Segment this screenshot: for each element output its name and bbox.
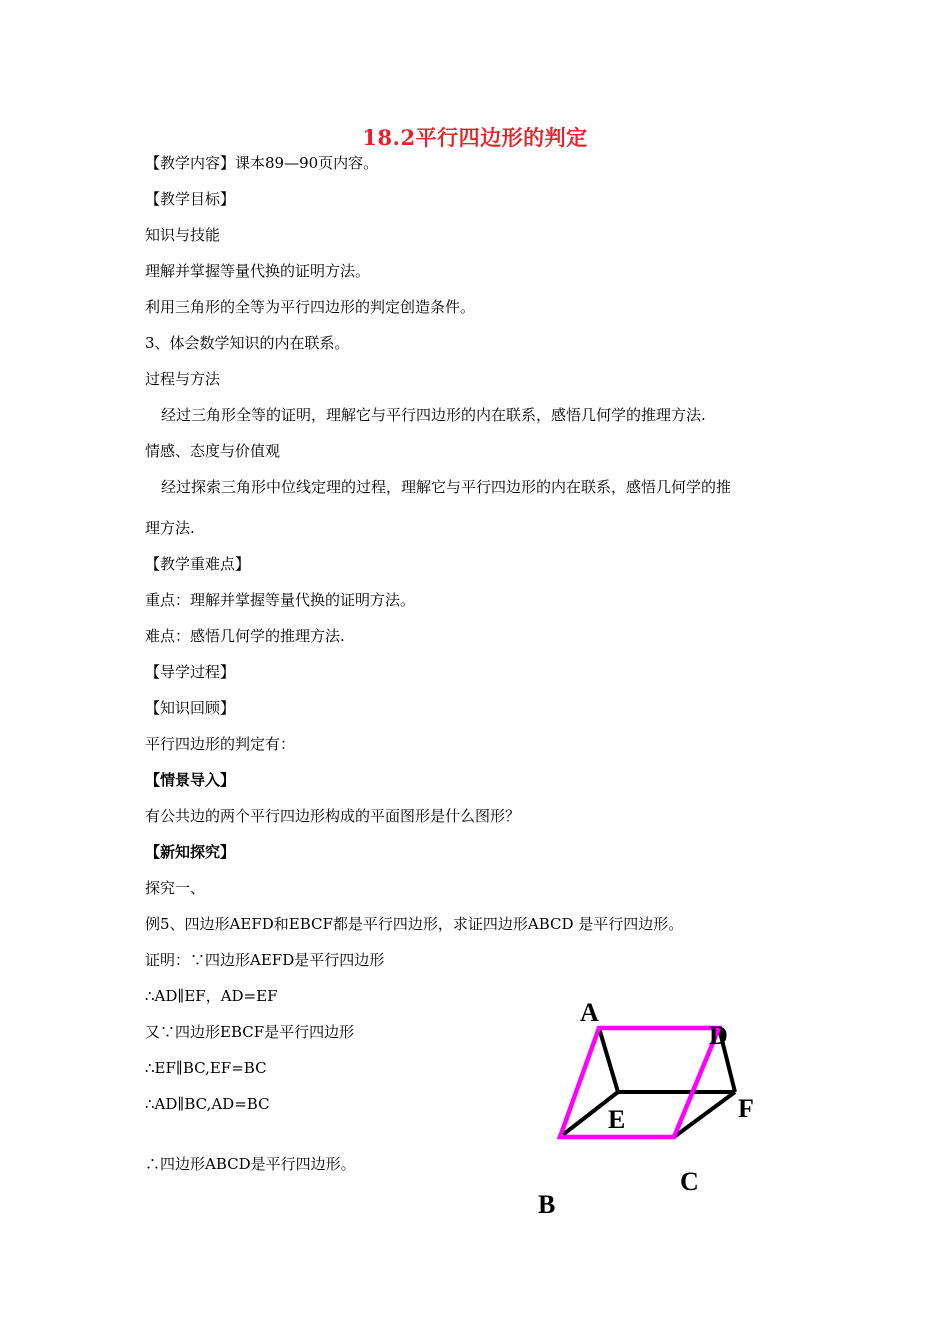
label-d: D <box>709 1021 728 1050</box>
label-f: F <box>738 1094 754 1123</box>
scenario-question: 有公共边的两个平行四边形构成的平面图形是什么图形？ <box>145 807 521 825</box>
proof-step-4: ∴EF∥BC,EF=BC <box>145 1059 267 1077</box>
subheading-attitude: 情感、态度与价值观 <box>145 442 281 460</box>
objective-1: 理解并掌握等量代换的证明方法。 <box>145 262 371 280</box>
heading-scenario: 【情景导入】 <box>145 771 236 789</box>
proof-conclusion: ∴四边形ABCD是平行四边形。 <box>145 1155 356 1173</box>
subheading-knowledge: 知识与技能 <box>145 226 221 244</box>
objective-3: 3、体会数学知识的内在联系。 <box>145 334 350 352</box>
attitude-text-1: 经过探索三角形中位线定理的过程，理解它与平行四边形的内在联系，感悟几何学的推 <box>161 478 732 496</box>
proof-step-5: ∴AD∥BC,AD=BC <box>145 1095 270 1113</box>
heading-objectives: 【教学目标】 <box>145 190 236 208</box>
parallelogram-figure <box>530 990 790 1220</box>
process-text: 经过三角形全等的证明，理解它与平行四边形的内在联系，感悟几何学的推理方法. <box>161 406 706 424</box>
heading-guided-process: 【导学过程】 <box>145 663 236 681</box>
difficult-point: 难点：感悟几何学的推理方法. <box>145 627 345 645</box>
key-point: 重点：理解并掌握等量代换的证明方法。 <box>145 591 416 609</box>
teaching-content: 【教学内容】课本89—90页内容。 <box>145 154 379 172</box>
objective-2: 利用三角形的全等为平行四边形的判定创造条件。 <box>145 298 476 316</box>
segment-ae <box>599 1028 618 1092</box>
label-b: B <box>538 1190 556 1219</box>
proof-step-2: ∴AD∥EF，AD=EF <box>145 987 278 1005</box>
proof-step-1: 证明：∵四边形AEFD是平行四边形 <box>145 951 385 969</box>
label-c: C <box>680 1167 699 1196</box>
review-text: 平行四边形的判定有： <box>145 735 296 753</box>
proof-step-3: 又∵四边形EBCF是平行四边形 <box>145 1023 355 1041</box>
heading-key-points: 【教学重难点】 <box>145 555 251 573</box>
heading-review: 【知识回顾】 <box>145 699 236 717</box>
subheading-process: 过程与方法 <box>145 370 221 388</box>
page-title: 18.2平行四边形的判定 <box>362 125 588 150</box>
label-e: E <box>608 1105 626 1134</box>
attitude-text-2: 理方法. <box>145 519 195 537</box>
exploration-1: 探究一、 <box>145 879 206 897</box>
label-a: A <box>580 998 599 1027</box>
example-5: 例5、四边形AEFD和EBCF都是平行四边形，求证四边形ABCD 是平行四边形。 <box>145 915 684 933</box>
heading-new-knowledge: 【新知探究】 <box>145 843 236 861</box>
